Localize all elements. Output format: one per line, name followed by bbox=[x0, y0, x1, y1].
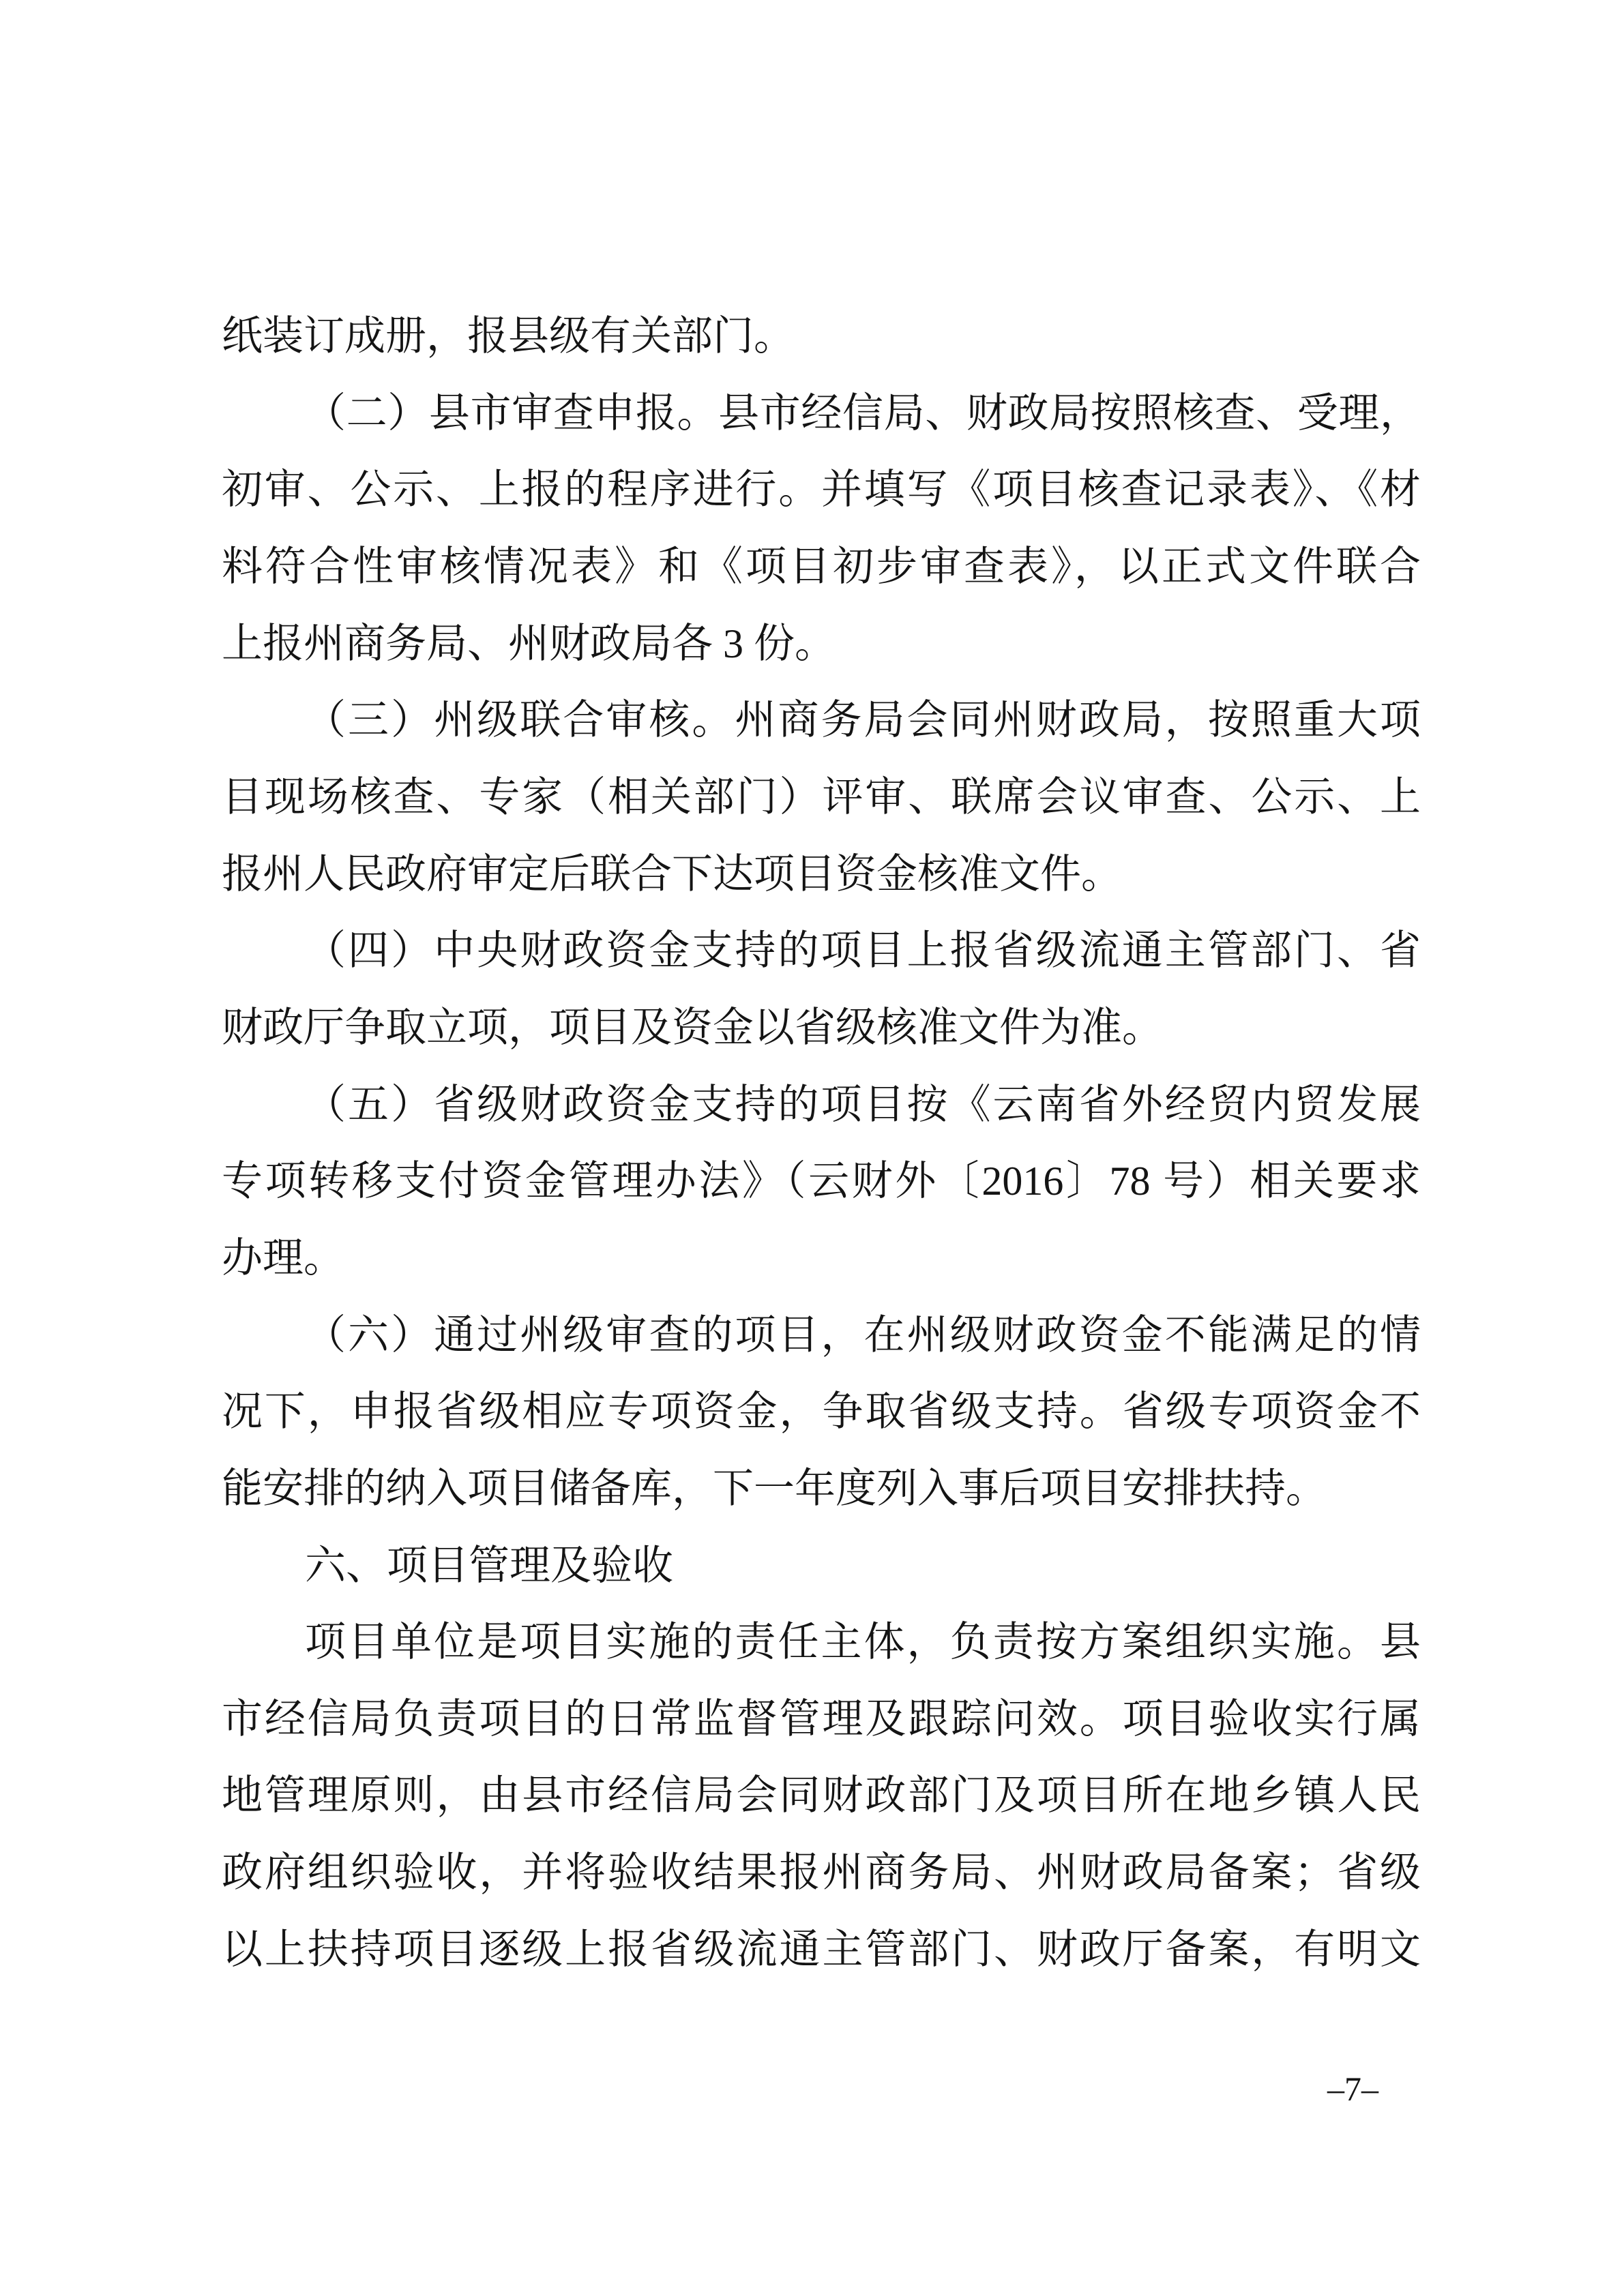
paragraph-line: 财政厅争取立项，项目及资金以省级核准文件为准。 bbox=[222, 1004, 1163, 1050]
paragraph-line: 报州人民政府审定后联合下达项目资金核准文件。 bbox=[222, 851, 1122, 897]
paragraph-line: （三）州级联合审核。州商务局会同州财政局，按照重大项 bbox=[305, 698, 1421, 743]
page-number: –7– bbox=[1327, 2070, 1378, 2108]
paragraph-line: 政府组织验收，并将验收结果报州商务局、州财政局备案；省级 bbox=[222, 1850, 1421, 1896]
paragraph-continued bbox=[222, 298, 1421, 375]
paragraph-line: 能安排的纳入项目储备库，下一年度列入事后项目安排扶持。 bbox=[222, 1465, 1327, 1511]
paragraph-line: 目现场核查、专家（相关部门）评审、联席会议审查、公示、上 bbox=[222, 774, 1421, 820]
paragraph-line: 初审、公示、上报的程序进行。并填写《项目核查记录表》、《材 bbox=[222, 467, 1421, 513]
paragraph-line: 地管理原则，由县市经信局会同财政部门及项目所在地乡镇人民 bbox=[222, 1773, 1421, 1819]
paragraph-central-funding bbox=[222, 912, 1421, 1066]
paragraph-line: （六）通过州级审查的项目，在州级财政资金不能满足的情 bbox=[305, 1312, 1421, 1358]
document-body bbox=[222, 298, 1421, 1988]
paragraph-line: 专项转移支付资金管理办法》（云财外〔2016〕78 号）相关要求 bbox=[222, 1159, 1421, 1204]
paragraph-line: 上报州商务局、州财政局各 3 份。 bbox=[222, 621, 836, 666]
paragraph-approved-projects bbox=[222, 1297, 1421, 1527]
paragraph-provincial-funding bbox=[222, 1067, 1421, 1297]
paragraph-county-review bbox=[222, 375, 1421, 683]
paragraph-project-management bbox=[222, 1604, 1421, 1988]
paragraph-line: 市经信局负责项目的日常监督管理及跟踪问效。项目验收实行属 bbox=[222, 1696, 1421, 1742]
paragraph-line: （四）中央财政资金支持的项目上报省级流通主管部门、省 bbox=[305, 928, 1421, 974]
paragraph-line: 办理。 bbox=[222, 1235, 344, 1281]
paragraph-line: 项目单位是项目实施的责任主体，负责按方案组织实施。县 bbox=[305, 1620, 1421, 1665]
paragraph-prefecture-review bbox=[222, 682, 1421, 912]
paragraph-line: 况下，申报省级相应专项资金，争取省级支持。省级专项资金不 bbox=[222, 1389, 1421, 1435]
paragraph-line: （二）县市审查申报。县市经信局、财政局按照核查、受理， bbox=[305, 390, 1421, 436]
paragraph-line: （五）省级财政资金支持的项目按《云南省外经贸内贸发展 bbox=[305, 1082, 1421, 1127]
section-heading: 六、项目管理及验收 bbox=[305, 1542, 673, 1588]
paragraph-line: 料符合性审核情况表》和《项目初步审查表》，以正式文件联合 bbox=[222, 543, 1421, 589]
paragraph-line: 以上扶持项目逐级上报省级流通主管部门、财政厅备案，有明文 bbox=[222, 1926, 1421, 1972]
paragraph-line: 纸装订成册，报县级有关部门。 bbox=[222, 314, 795, 359]
